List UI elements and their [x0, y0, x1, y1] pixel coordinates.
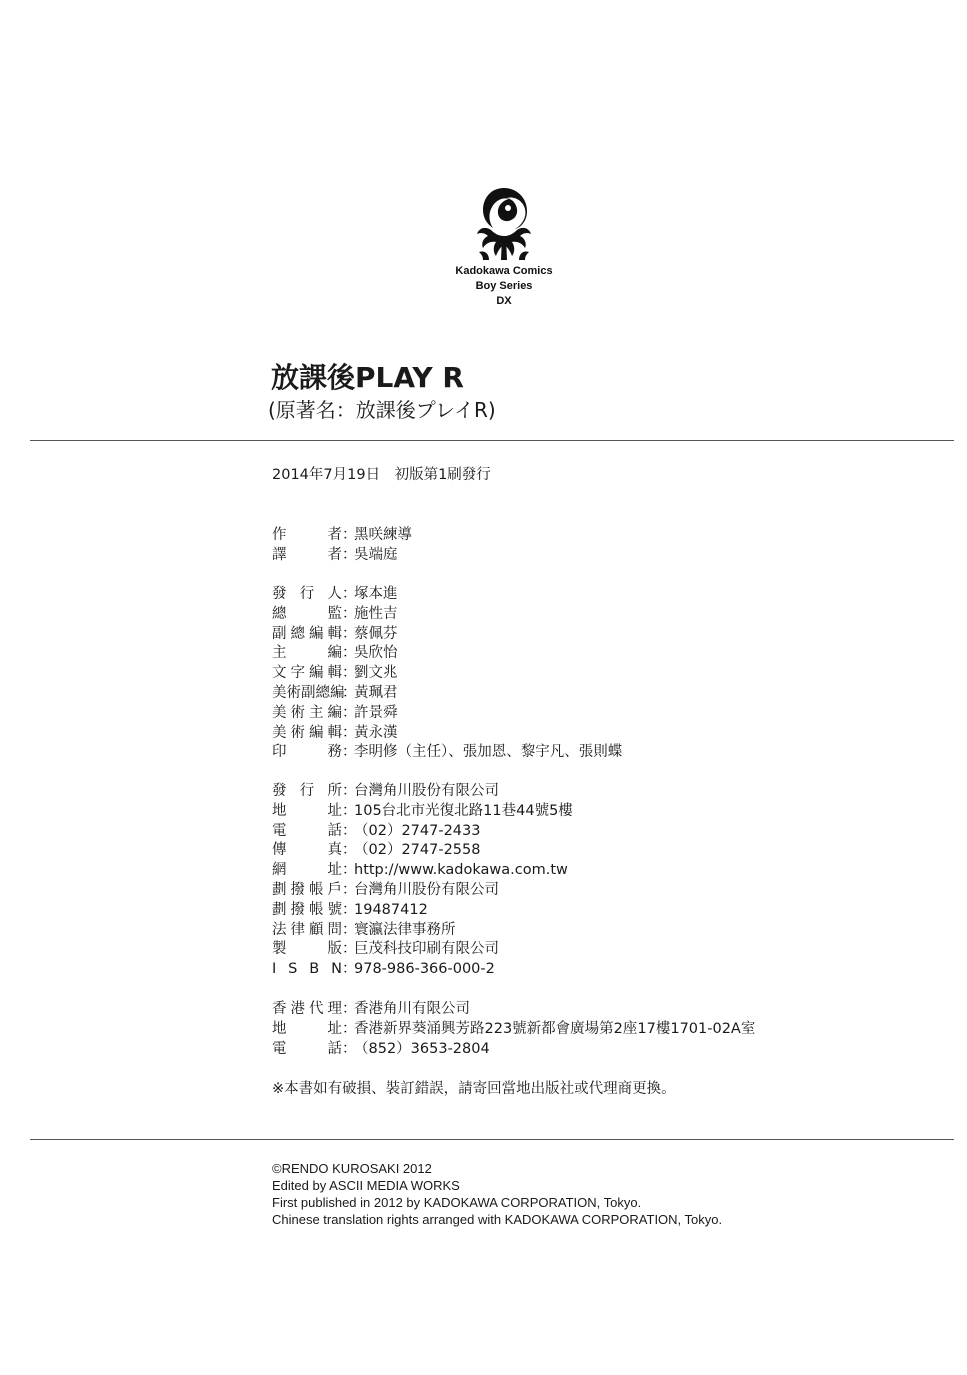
copyright-line: ©RENDO KUROSAKI 2012: [272, 1161, 432, 1176]
credit-label: 副 總 編 輯: [272, 625, 342, 642]
credit-label: 美 術 副 總 編: [272, 684, 345, 701]
credit-label: 法 律 顧 問: [272, 921, 342, 938]
credit-row: [272, 861, 573, 881]
credit-value: 台灣角川股份有限公司: [354, 881, 499, 898]
credit-row: [272, 1000, 755, 1020]
credit-colon: ：: [342, 1020, 357, 1037]
logo-line-3: DX: [496, 295, 512, 307]
credit-label: 發 行 所: [272, 783, 342, 799]
credit-value: 劉文兆: [354, 665, 398, 682]
credit-colon: ：: [342, 822, 357, 839]
copyright-block: [272, 1160, 722, 1228]
edition-date: 2014年7月19日 初版第1刷發行: [272, 467, 491, 483]
credit-label: 文 字 編 輯: [272, 665, 342, 682]
credit-label: 主 編: [272, 645, 342, 662]
credit-label: 作 者: [272, 527, 342, 543]
credit-colon: ：: [342, 625, 357, 642]
logo-line-2: Boy Series: [475, 280, 533, 292]
credit-colon: ：: [342, 665, 357, 682]
book-title: 放課後PLAY R: [271, 361, 464, 394]
divider-top: [30, 440, 954, 441]
credit-value: 19487412: [354, 901, 428, 918]
credit-value: （02）2747-2558: [354, 842, 481, 859]
credit-value: 香港新界葵涌興芳路223號新都會廣場第2座17樓1701-02A室: [354, 1020, 756, 1037]
credit-colon: ：: [342, 527, 357, 543]
credit-row: [272, 605, 622, 625]
credit-value: 黃永漢: [354, 724, 398, 741]
credit-colon: ：: [342, 802, 357, 819]
credits-group-publisher: [272, 782, 573, 980]
credit-value: 105台北市光復北路11巷44號5樓: [354, 802, 573, 819]
credit-colon: ：: [342, 605, 357, 622]
credit-value: 蔡佩芬: [354, 625, 398, 642]
credit-row: [272, 585, 622, 605]
credit-value: 978-986-366-000-2: [354, 961, 495, 978]
credit-colon: ：: [342, 901, 357, 918]
credit-label: 製 版: [272, 941, 342, 958]
credit-colon: ：: [342, 724, 357, 741]
credit-value: 李明修（主任）、張加恩、黎宇凡、張則蝶: [354, 744, 623, 761]
credit-row: [272, 822, 573, 842]
logo-line-1: Kadokawa Comics: [455, 265, 553, 277]
credit-row: [272, 901, 573, 921]
credit-value: 巨茂科技印刷有限公司: [354, 941, 499, 958]
credit-value: 寰瀛法律事務所: [354, 921, 456, 938]
credit-row: [272, 724, 622, 744]
credit-colon: ：: [342, 941, 357, 958]
credit-label: 電 話: [272, 822, 342, 839]
credit-label: 地 址: [272, 802, 342, 819]
credit-label: 發 行 人: [272, 586, 342, 602]
credit-value: 香港角川有限公司: [354, 1001, 470, 1017]
credit-value: 吳端庭: [354, 546, 398, 563]
credit-label: 譯 者: [272, 546, 342, 563]
translation-rights-line: Chinese translation rights arranged with KADOKAWA CORPORATION, Tokyo.: [272, 1212, 723, 1227]
credit-colon: ：: [342, 783, 357, 799]
first-published-line: First published in 2012 by KADOKAWA CORPORATION, Tokyo.: [272, 1195, 642, 1210]
credit-label: 劃 撥 帳 戶: [272, 881, 342, 898]
credit-colon: ：: [342, 921, 357, 938]
credit-label: 美 術 編 輯: [272, 724, 342, 741]
credits-group-staff: [272, 585, 622, 763]
credit-label: 香 港 代 理: [272, 1001, 342, 1017]
credits-group-authors: [272, 526, 412, 566]
credit-value: （852）3653-2804: [354, 1040, 490, 1057]
credit-colon: ：: [342, 744, 357, 761]
credit-label: 地 址: [272, 1020, 342, 1037]
credit-label: 劃 撥 帳 號: [272, 901, 342, 918]
credit-row: [272, 940, 573, 960]
credit-label: 總 監: [272, 605, 342, 622]
credit-row: [272, 644, 622, 664]
phoenix-emblem-icon: [471, 184, 537, 264]
credit-label: 美 術 主 編: [272, 704, 342, 721]
credit-value: 黑咲練導: [354, 527, 412, 543]
credit-label: 網 址: [272, 862, 342, 879]
credit-label: 印 務: [272, 744, 342, 761]
credit-colon: ：: [342, 862, 357, 879]
credit-colon: ：: [342, 961, 357, 978]
publisher-logo: [449, 184, 559, 309]
credit-row: [272, 743, 622, 763]
credit-colon: ：: [342, 1040, 357, 1057]
credit-value: 塚本進: [354, 586, 398, 602]
credit-colon: ：: [342, 684, 357, 701]
credit-colon: ：: [342, 546, 357, 563]
credit-colon: ：: [342, 842, 357, 859]
credit-row: [272, 625, 622, 645]
credit-row: [272, 782, 573, 802]
credit-colon: ：: [342, 586, 357, 602]
credit-row: [272, 704, 622, 724]
original-title: (原著名：放課後プレイR): [268, 398, 496, 422]
credit-row: [272, 546, 412, 566]
credit-colon: ：: [342, 645, 357, 662]
credit-colon: ：: [342, 881, 357, 898]
return-notice: ※本書如有破損、裝訂錯誤，請寄回當地出版社或代理商更換。: [272, 1081, 676, 1097]
credit-value: （02）2747-2433: [354, 822, 481, 839]
credit-row: [272, 684, 622, 704]
credit-value: 黃珮君: [354, 684, 398, 701]
credit-value: 施性吉: [354, 605, 398, 622]
credit-value: 許景舜: [354, 704, 398, 721]
credit-row: [272, 881, 573, 901]
credit-row: [272, 1040, 755, 1060]
credit-value: http://www.kadokawa.com.tw: [354, 862, 568, 879]
credit-row: [272, 841, 573, 861]
credit-row: [272, 1020, 755, 1040]
credit-value: 吳欣怡: [354, 645, 398, 662]
credit-row: [272, 802, 573, 822]
credit-colon: ：: [342, 704, 357, 721]
credit-label: 傳 真: [272, 842, 342, 859]
edited-by-line: Edited by ASCII MEDIA WORKS: [272, 1178, 460, 1193]
credit-label: 電 話: [272, 1040, 342, 1057]
credit-row: [272, 664, 622, 684]
credit-colon: ：: [342, 1001, 357, 1017]
credits-group-hongkong: [272, 1000, 755, 1059]
divider-bottom: [30, 1139, 954, 1140]
credit-value: 台灣角川股份有限公司: [354, 783, 499, 799]
credit-row: [272, 960, 573, 980]
credit-row: [272, 526, 412, 546]
credit-row: [272, 921, 573, 941]
credit-label: I S B N: [272, 961, 342, 978]
